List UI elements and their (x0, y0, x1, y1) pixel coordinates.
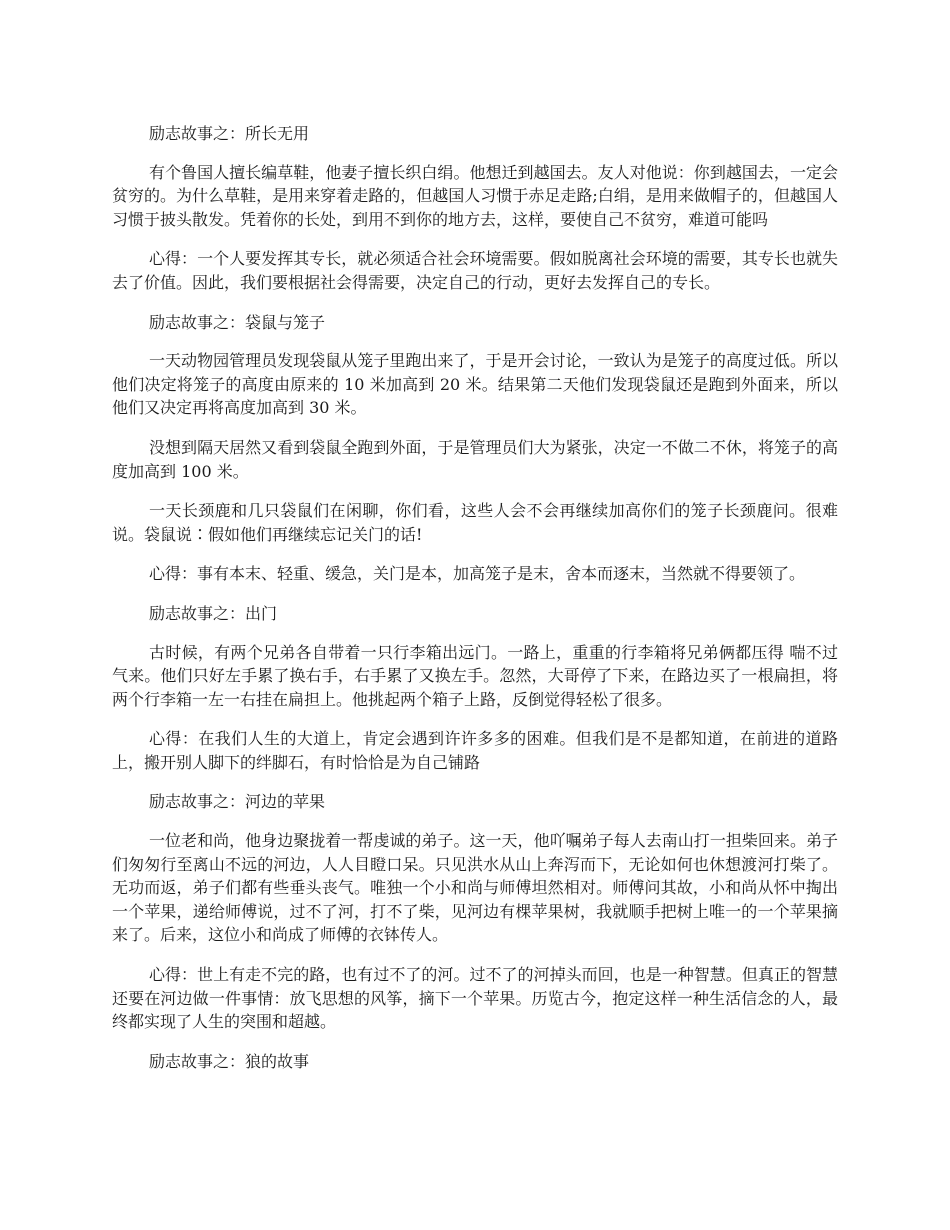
body-paragraph: 一天动物园管理员发现袋鼠从笼子里跑出来了，于是开会讨论，一致认为是笼子的高度过低。所以他们决定将笼子的高度由原来的 10 米加高到 20 米。结果第二天他们发现袋鼠还是跑到外面来，所以他们又决定再将高度加高到 30 米。 (112, 351, 838, 418)
section-heading: 励志故事之：狼的故事 (149, 1051, 310, 1071)
body-paragraph: 没想到隔天居然又看到袋鼠全跑到外面，于是管理员们大为紧张，决定一不做二不休，将笼子的高度加高到 100 米。 (112, 437, 838, 481)
section-heading: 励志故事之：所长无用 (149, 124, 310, 143)
section-heading: 励志故事之：出门 (149, 603, 278, 623)
body-paragraph: 有个鲁国人擅长编草鞋，他妻子擅长织白绢。他想迁到越国去。友人对他说：你到越国去，一定会贫穷的。为什么草鞋，是用来穿着走路的，但越国人习惯于赤足走路;白绢，是用来做帽子的，但越国人习惯于披头散发。凭着你的长处，到用不到你的地方去，这样，要使自己不贫穷，难道可能吗 (112, 162, 838, 229)
body-paragraph: 古时候，有两个兄弟各自带着一只行李箱出远门。一路上，重重的行李箱将兄弟俩都压得 喘不过气来。他们只好左手累了换右手，右手累了又换左手。忽然，大哥停了下来，在路边买了一根扁担，将两个行李箱一左一右挂在扁担上。他挑起两个箱子上路，反倒觉得轻松了很多。 (112, 642, 838, 709)
body-paragraph: 一天长颈鹿和几只袋鼠们在闲聊，你们看，这些人会不会再继续加高你们的笼子长颈鹿问。很难说。袋鼠说∶假如他们再继续忘记关门的话! (112, 501, 838, 544)
body-paragraph: 一位老和尚，他身边聚拢着一帮虔诚的弟子。这一天，他吖嘱弟子每人去南山打一担柴回来。弟子们匆匆行至离山不远的河边，人人目瞪口呆。只见洪水从山上奔泻而下，无论如何也休想渡河打柴了。无功而返，弟子们都有些垂头丧气。唯独一个小和尚与师傅坦然相对。师傅问其故，小和尚从怀中掏出一个苹果，递给师傅说，过不了河，打不了柴，见河边有棵苹果树，我就顺手把树上唯一的一个苹果摘来了。后来，这位小和尚成了师傅的衣钵传人。 (112, 831, 838, 945)
section-heading: 励志故事之：河边的苹果 (149, 792, 326, 812)
body-paragraph: 心得：世上有走不完的路，也有过不了的河。过不了的河掉头而回，也是一种智慧。但真正的智慧还要在河边做一件事情：放飞思想的风筝，摘下一个苹果。历览古今，抱定这样一种生活信念的人，最终都实现了人生的突围和超越。 (112, 965, 838, 1032)
body-paragraph: 心得：在我们人生的大道上，肯定会遇到许许多多的困难。但我们是不是都知道，在前进的道路上，搬开别人脚下的绊脚石，有时恰恰是为自己铺路 (112, 729, 838, 772)
body-paragraph: 心得：一个人要发挥其专长，就必须适合社会环境需要。假如脱离社会环境的需要，其专长也就失去了价值。因此，我们要根据社会得需要，决定自己的行动，更好去发挥自己的专长。 (112, 249, 838, 292)
body-paragraph: 心得：事有本末、轻重、缓急，关门是本，加高笼子是末，舍本而逐末，当然就不得要领了。 (149, 564, 806, 584)
section-heading: 励志故事之：袋鼠与笼子 (149, 312, 326, 332)
